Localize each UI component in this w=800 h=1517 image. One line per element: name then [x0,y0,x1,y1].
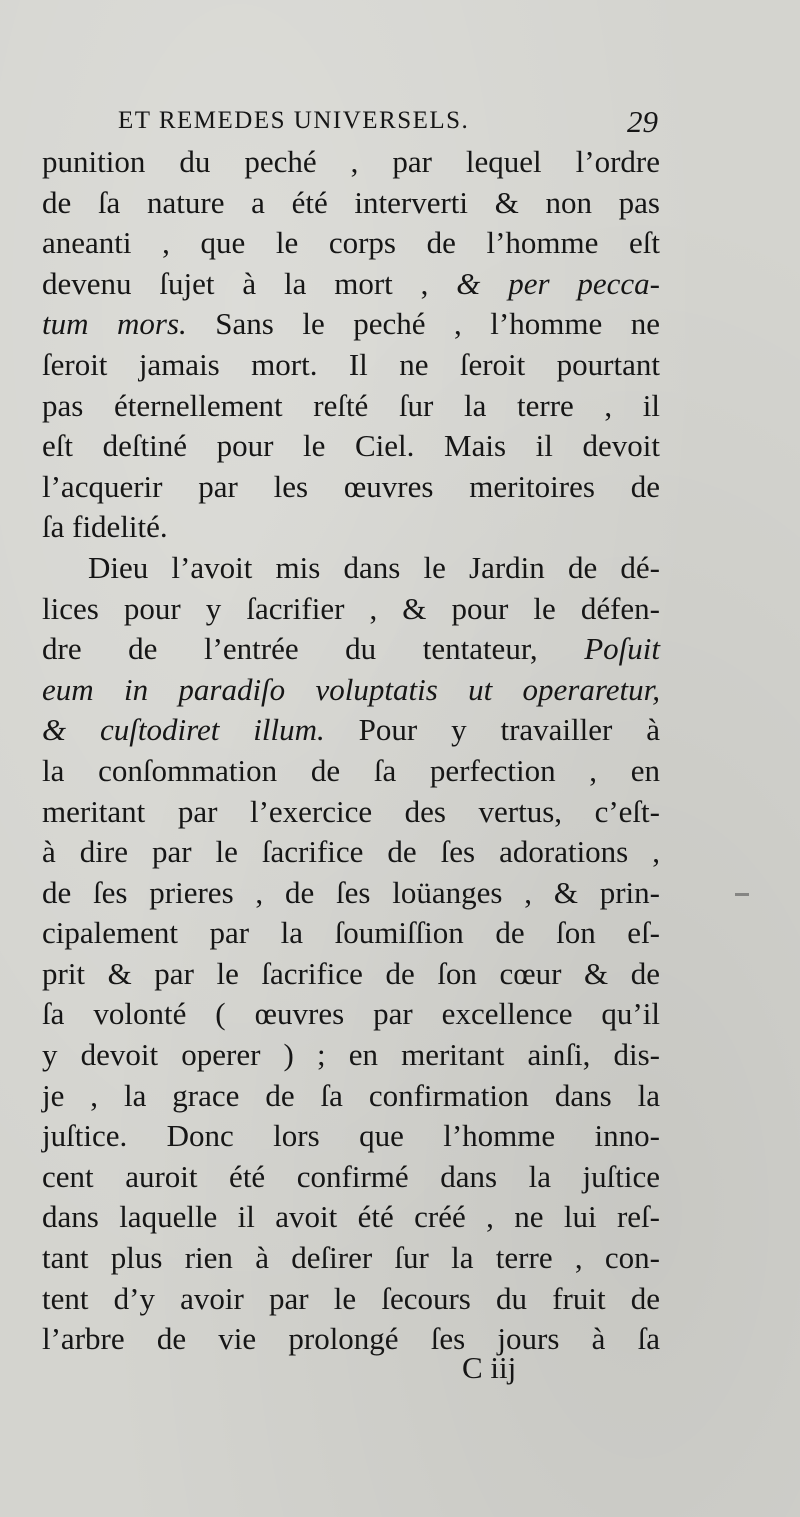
text-line [42,1238,660,1279]
italic-segment: & per pecca- [456,265,660,301]
text-segment: je , la grace de ſa confirmation dans la [42,1077,660,1113]
text-segment: tant plus rien à deſirer ſur la terre , con- [42,1240,660,1276]
ink-spot [735,893,749,896]
text-line [42,1076,660,1117]
text-segment: juſtice. Donc lors que l’homme inno- [42,1118,660,1154]
page-number: 29 [627,104,658,139]
text-segment: tent d’y avoir par le ſecours du fruit de [42,1280,660,1316]
running-title: ET REMEDES UNIVERSELS. [118,107,470,134]
text-segment: l’arbre de vie prolongé ſes jours à ſa [42,1321,660,1357]
text-line [42,954,660,995]
text-line [42,1319,660,1360]
text-segment: y devoit operer ) ; en meritant ainſi, dis- [42,1037,660,1073]
text-line [42,629,660,670]
text-line [42,832,660,873]
text-line [42,1035,660,1076]
text-segment: à dire par le ſacrifice de ſes adorations , [42,834,660,870]
text-line [42,345,660,386]
text-line [42,994,660,1035]
text-segment: cipalement par la ſoumiſſion de ſon eſ- [42,915,660,951]
text-line [42,1116,660,1157]
text-line [42,670,660,711]
italic-segment: eum in paradiſo voluptatis ut operaretur, [42,671,660,707]
text-line [42,386,660,427]
text-line [42,467,660,508]
text-segment: de ſa nature a été interverti & non pas [42,184,660,220]
text-line [42,792,660,833]
text-segment: la conſommation de ſa perfection , en [42,752,660,788]
text-line [42,1197,660,1238]
text-line [42,1157,660,1198]
text-segment: eſt deſtiné pour le Ciel. Mais il devoit [42,428,660,464]
text-segment: pas éternellement reſté ſur la terre , il [42,387,660,423]
text-segment: Pour y travailler à [324,712,660,748]
text-segment: Dieu l’avoit mis dans le Jardin de dé- [88,549,660,585]
body-text [42,142,660,1360]
running-head [118,104,658,147]
text-line [42,223,660,264]
text-segment: punition du peché , par lequel l’ordre [42,144,660,179]
text-segment: dre de l’entrée du tentateur, [42,631,585,667]
text-line [42,751,660,792]
text-segment: lices pour y ſacrifier , & pour le défen- [42,590,660,626]
text-line [42,304,660,345]
text-line [42,264,660,305]
text-line [42,183,660,224]
text-segment: meritant par l’exercice des vertus, c’eſt- [42,793,660,829]
text-line [42,426,660,467]
italic-segment: & cuſtodiret illum. [42,712,325,748]
text-segment: devenu ſujet à la mort , [42,265,457,301]
text-line [42,710,660,751]
text-segment: Sans le peché , l’homme ne [186,306,660,342]
text-segment: dans laquelle il avoit été créé , ne lui reſ- [42,1199,660,1235]
text-segment: l’acquerir par les œuvres meritoires de [42,468,660,504]
text-segment: cent auroit été confirmé dans la juſtice [42,1158,660,1194]
text-line [42,507,660,548]
text-line [42,913,660,954]
text-segment: de ſes prieres , de ſes loüanges , & prin- [42,874,660,910]
text-segment: ſa volonté ( œuvres par excellence qu’il [42,996,660,1032]
italic-segment: Poſuit [584,631,660,667]
text-segment: ſa fidelité. [42,509,168,545]
text-line [42,589,660,630]
italic-segment: tum mors. [42,306,187,342]
text-line [42,142,660,183]
text-segment: prit & par le ſacrifice de ſon cœur & de [42,955,660,991]
text-line [42,1279,660,1320]
text-segment: aneanti , que le corps de l’homme eſt [42,225,660,261]
text-segment: ſeroit jamais mort. Il ne ſeroit pourtant [42,346,660,382]
text-line [42,873,660,914]
signature-mark: C iij [462,1350,517,1385]
text-line [42,548,660,589]
